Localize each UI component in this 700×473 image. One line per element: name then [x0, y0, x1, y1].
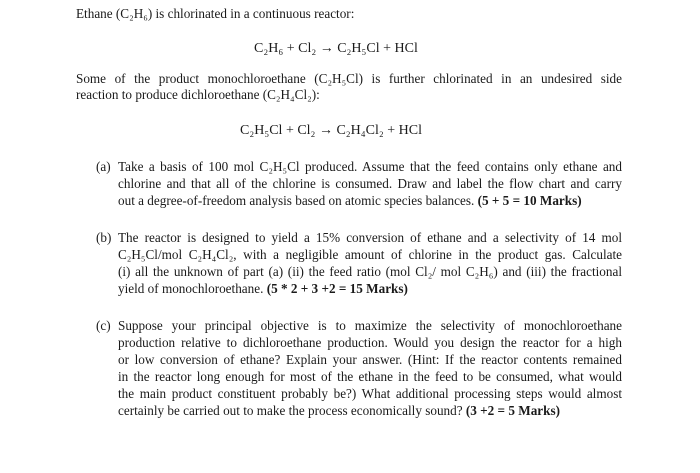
reaction-equation-1: C₂H₆ + Cl₂ → C₂H₅Cl + HCl [254, 41, 418, 56]
part-c-last-line: certainly be carried out to make the process economically sound? [118, 403, 463, 418]
part-c-line-1: Suppose your principal objective is to maximize the selectivity of monochloroethane [118, 318, 622, 333]
part-a-last-line: out a degree-of-freedom analysis based on atomic species balances. [118, 193, 475, 208]
part-c-line-6 [118, 403, 560, 419]
part-a-marks: (5 + 5 = 10 Marks) [477, 193, 582, 208]
intro-text: Ethane (C₂H₆) is chlorinated in a continuous reactor: [76, 6, 355, 21]
part-b-marks: (5 * 2 + 3 +2 = 15 Marks) [266, 281, 408, 296]
part-a-line-3 [118, 193, 582, 209]
part-c-line-2: production relative to dichloroethane production. Would you design the reactor for a high [118, 335, 622, 350]
part-b-line-1: The reactor is designed to yield a 15% conversion of ethane and a selectivity of 14 mol [118, 230, 622, 245]
side-reaction-text-line-2: reaction to produce dichloroethane (C₂H₄Cl₂): [76, 87, 320, 102]
part-a-line-2: chlorine and that all of the chlorine is consumed. Draw and label the flow chart and carry [118, 176, 622, 191]
part-b-line-3: (i) all the unknown of part (a) (ii) the feed ratio (mol Cl₂/ mol C₂H₆) and (iii) the fractional [118, 264, 622, 279]
part-b-last-line: yield of monochloroethane. [118, 281, 264, 296]
part-c-marks: (3 +2 = 5 Marks) [465, 403, 561, 418]
part-c-label: (c) [96, 318, 111, 333]
part-c-line-3: or low conversion of ethane? Explain your answer. (Hint: If the reactor contents remained [118, 352, 622, 367]
part-c-line-5: the main product constituent probably be?) What additional processing steps would almost [118, 386, 622, 401]
side-reaction-text-line-1: Some of the product monochloroethane (C₂H₅Cl) is further chlorinated in an undesired side [76, 71, 622, 86]
reaction-equation-2: C₂H₅Cl + Cl₂ → C₂H₄Cl₂ + HCl [240, 123, 422, 138]
part-a-label: (a) [96, 159, 111, 174]
part-b-line-4 [118, 281, 408, 297]
part-b-label: (b) [96, 230, 112, 245]
part-a-line-1: Take a basis of 100 mol C₂H₅Cl produced. Assume that the feed contains only ethane and [118, 159, 622, 174]
part-c-line-4: in the reactor long enough for most of the ethane in the feed to be consumed, what would [118, 369, 622, 384]
part-b-line-2: C₂H₅Cl/mol C₂H₄Cl₂, with a negligible amount of chlorine in the product gas. Calculate [118, 247, 622, 262]
